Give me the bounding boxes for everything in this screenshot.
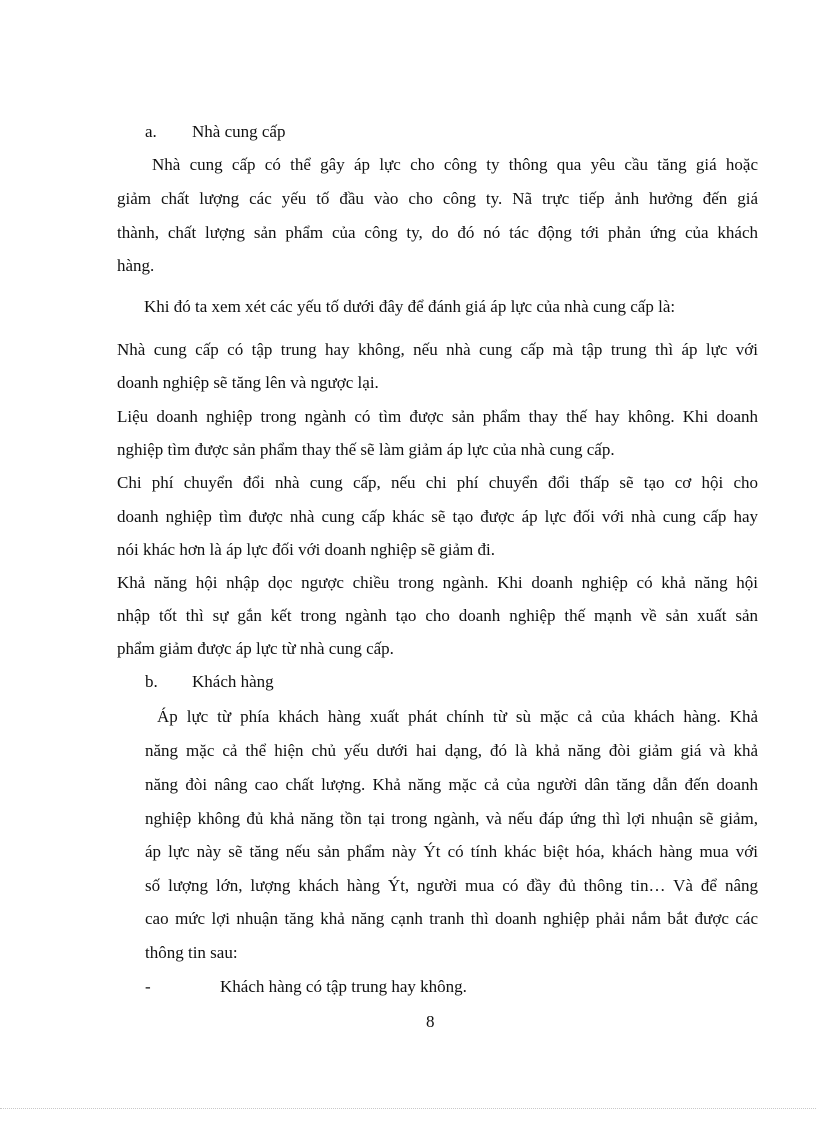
section-b-marker: b. <box>145 672 158 691</box>
section-b-body-line: năng mặc cả thể hiện chủ yếu dưới hai dạng, đó là khả năng đòi giảm giá và khả <box>145 741 758 760</box>
factor-3-line: nói khác hơn là áp lực đối với doanh nghiệp sẽ giảm đi. <box>117 540 495 559</box>
section-b-body-line: nghiệp không đủ khả năng tồn tại trong ngành, và nếu đáp ứng thì lợi nhuận sẽ giảm, <box>145 809 758 828</box>
bullet-marker: - <box>145 977 151 996</box>
bullet-item: Khách hàng có tập trung hay không. <box>220 977 467 996</box>
factor-1-line: doanh nghiệp sẽ tăng lên và ngược lại. <box>117 373 379 392</box>
factor-1-line: Nhà cung cấp có tập trung hay không, nếu nhà cung cấp mà tập trung thì áp lực với <box>117 340 758 359</box>
section-b-body-line: áp lực này sẽ tăng nếu sản phẩm này Ýt có tính khác biệt hóa, khách hàng mua với <box>145 842 758 861</box>
section-b-body-line: thông tin sau: <box>145 943 238 962</box>
page-number: 8 <box>426 1012 435 1031</box>
section-a-marker: a. <box>145 122 157 141</box>
page-bottom-divider <box>0 1108 816 1109</box>
section-b-title: Khách hàng <box>192 672 274 691</box>
section-a-intro-line: thành, chất lượng sản phẩm của công ty, do đó nó tác động tới phản ứng của khách <box>117 223 758 242</box>
section-b-body-line: số lượng lớn, lượng khách hàng Ýt, người mua có đầy đủ thông tin… Và để nâng <box>145 876 758 895</box>
section-a-intro-line: giảm chất lượng các yếu tố đầu vào cho công ty. Nã trực tiếp ảnh hưởng đến giá <box>117 189 758 208</box>
section-a-lead-in: Khi đó ta xem xét các yếu tố dưới đây để đánh giá áp lực của nhà cung cấp là: <box>144 297 676 316</box>
factor-4-line: Khả năng hội nhập dọc ngược chiều trong ngành. Khi doanh nghiệp có khả năng hội <box>117 573 758 592</box>
factor-3-line: Chi phí chuyển đổi nhà cung cấp, nếu chi phí chuyển đổi thấp sẽ tạo cơ hội cho <box>117 473 758 492</box>
section-a-intro-line: Nhà cung cấp có thể gây áp lực cho công ty thông qua yêu cầu tăng giá hoặc <box>152 155 758 174</box>
section-b-body-line: cao mức lợi nhuận tăng khả năng cạnh tranh thì doanh nghiệp phải nắm bắt được các <box>145 909 758 928</box>
factor-4-line: phẩm giảm được áp lực từ nhà cung cấp. <box>117 639 394 658</box>
factor-3-line: doanh nghiệp tìm được nhà cung cấp khác sẽ tạo được áp lực đối với nhà cung cấp hay <box>117 507 758 526</box>
section-b-body-line: Áp lực từ phía khách hàng xuất phát chính từ sù mặc cả của khách hàng. Khả <box>157 707 758 726</box>
section-a-title: Nhà cung cấp <box>192 122 286 141</box>
factor-2-line: Liệu doanh nghiệp trong ngành có tìm được sản phẩm thay thế hay không. Khi doanh <box>117 407 758 426</box>
factor-2-line: nghiệp tìm được sản phẩm thay thế sẽ làm giảm áp lực của nhà cung cấp. <box>117 440 615 459</box>
factor-4-line: nhập tốt thì sự gắn kết trong ngành tạo cho doanh nghiệp thế mạnh về sản xuất sản <box>117 606 758 625</box>
section-a-intro-line: hàng. <box>117 256 155 275</box>
section-b-body-line: năng đòi nâng cao chất lượng. Khả năng mặc cả của người dân tăng dẫn đến doanh <box>145 775 758 794</box>
